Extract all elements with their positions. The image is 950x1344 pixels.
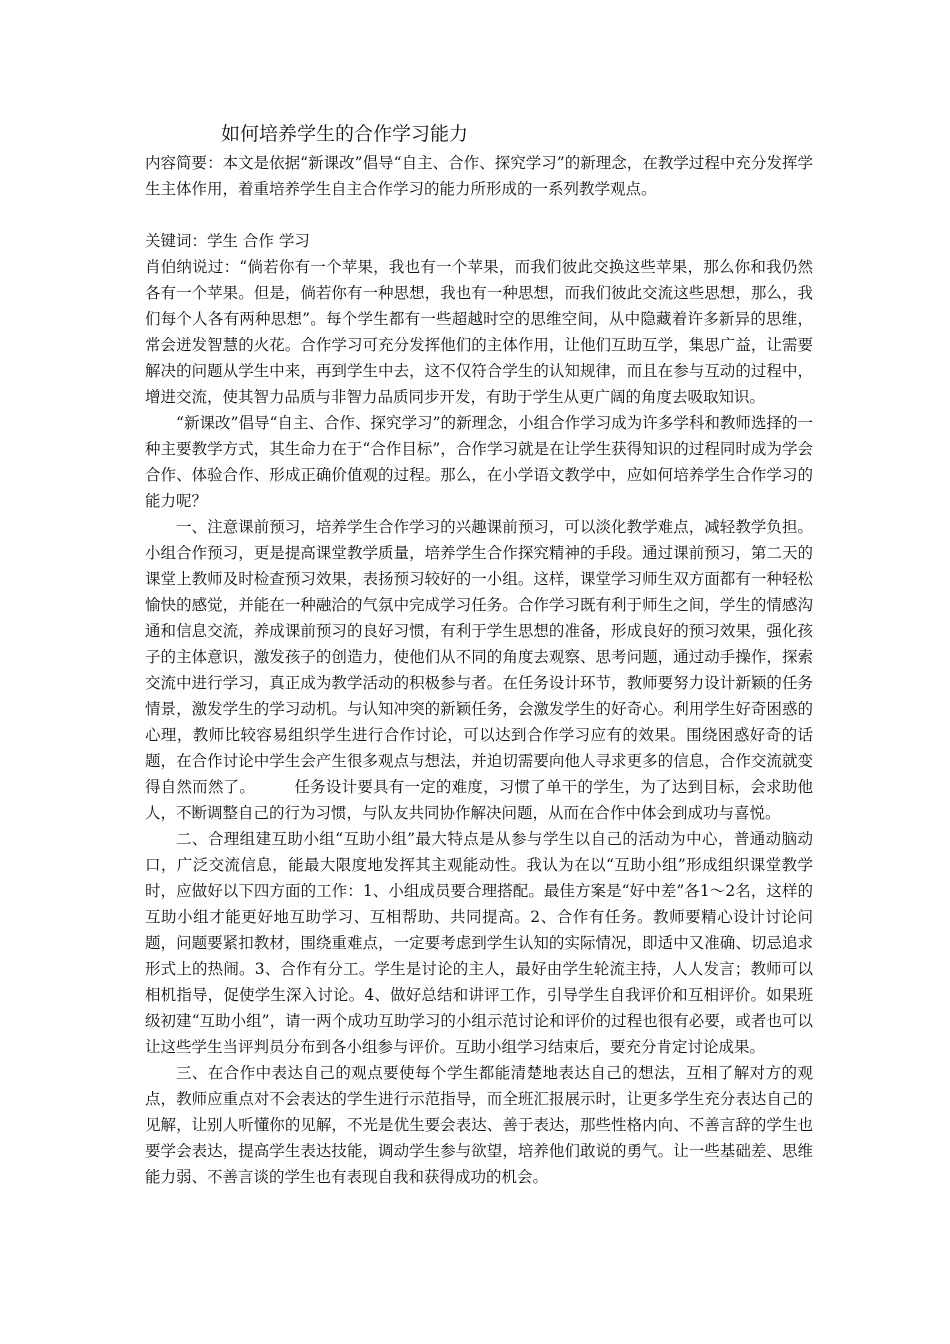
document-summary: 内容简要：本文是依据“新课改”倡导“自主、合作、探究学习”的新理念，在教学过程中充分发挥学生主体作用，着重培养学生自主合作学习的能力所形成的一系列教学观点。 <box>145 154 813 198</box>
body-paragraph: 一、注意课前预习，培养学生合作学习的兴趣课前预习，可以淡化教学难点，减轻教学负担。小组合作预习，更是提高课堂教学质量，培养学生合作探究精神的手段。通过课前预习，第二天的课堂上教师及时检查预习效果，表扬预习较好的一小组。这样，课堂学习师生双方面都有一种轻松愉快的感觉，并能在一种融洽的气氛中完成学习任务。合作学习既有利于师生之间，学生的情感沟通和信息交流，养成课前预习的良好习惯，有利于学生思想的准备，形成良好的预习效果，强化孩子的主体意识，激发孩子的创造力，使他们从不同的角度去观察、思考问题，通过动手操作，探索交流中进行学习，真正成为教学活动的积极参与者。在任务设计环节，教师要努力设计新颖的任务情景，激发学生的学习动机。与认知冲突的新颖任务，会激发学生的好奇心。利用学生好奇困惑的心理，教师比较容易组织学生进行合作讨论，可以达到合作学习应有的效果。围绕困惑好奇的话题，在合作讨论中学生会产生很多观点与想法，并迫切需要向他人寻求更多的信息，合作交流就变得自然而然了。 任务设计要具有一定的难度，习惯了单干的学生，为了达到目标，会求助他人，不断调整自己的行为习惯，与队友共同协作解决问题，从而在合作中体会到成功与喜悦。 <box>145 518 813 822</box>
document-page <box>145 118 813 1190</box>
document-title: 如何培养学生的合作学习能力 <box>221 123 469 145</box>
body-paragraph: “新课改”倡导“自主、合作、探究学习”的新理念，小组合作学习成为许多学科和教师选择的一种主要教学方式，其生命力在于“合作目标”，合作学习就是在让学生获得知识的过程同时成为学会合作、体验合作、形成正确价值观的过程。那么，在小学语文教学中，应如何培养学生合作学习的能力呢？ <box>145 414 813 510</box>
document-keywords: 关键词：学生 合作 学习 <box>145 232 310 250</box>
body-paragraph: 肖伯纳说过：“倘若你有一个苹果，我也有一个苹果，而我们彼此交换这些苹果，那么你和我仍然各有一个苹果。但是，倘若你有一种思想，我也有一种思想，而我们彼此交流这些思想，那么，我们每个人各有两种思想”。每个学生都有一些超越时空的思维空间，从中隐藏着许多新异的思维，常会迸发智慧的火花。合作学习可充分发挥他们的主体作用，让他们互助互学，集思广益，让需要解决的问题从学生中来，再到学生中去，这不仅符合学生的认知规律，而且在参与互动的过程中，增进交流，使其智力品质与非智力品质同步开发，有助于学生从更广阔的角度去吸取知识。 <box>145 258 813 406</box>
body-paragraph: 三、在合作中表达自己的观点要使每个学生都能清楚地表达自己的想法，互相了解对方的观点，教师应重点对不会表达的学生进行示范指导，而全班汇报展示时，让更多学生充分表达自己的见解，让别人听懂你的见解，不光是优生要会表达、善于表达，那些性格内向、不善言辞的学生也要学会表达，提高学生表达技能，调动学生参与欲望，培养他们敢说的勇气。让一些基础差、思维能力弱、不善言谈的学生也有表现自我和获得成功的机会。 <box>145 1064 813 1186</box>
body-paragraph: 二、合理组建互助小组“互助小组”最大特点是从参与学生以自己的活动为中心，普通动脑动口，广泛交流信息，能最大限度地发挥其主观能动性。我认为在以“互助小组”形成组织课堂教学时，应做好以下四方面的工作：1、小组成员要合理搭配。最佳方案是“好中差”各1～2名，这样的互助小组才能更好地互助学习、互相帮助、共同提高。2、合作有任务。教师要精心设计讨论问题，问题要紧扣教材，围绕重难点，一定要考虑到学生认知的实际情况，即适中又准确、切忌追求形式上的热闹。3、合作有分工。学生是讨论的主人，最好由学生轮流主持，人人发言；教师可以相机指导，促使学生深入讨论。4、做好总结和讲评工作，引导学生自我评价和互相评价。如果班级初建“互助小组”，请一两个成功互助学习的小组示范讨论和评价的过程也很有必要，或者也可以让这些学生当评判员分布到各小组参与评价。互助小组学习结束后，要充分肯定讨论成果。 <box>145 830 813 1056</box>
blank-line <box>145 202 813 228</box>
